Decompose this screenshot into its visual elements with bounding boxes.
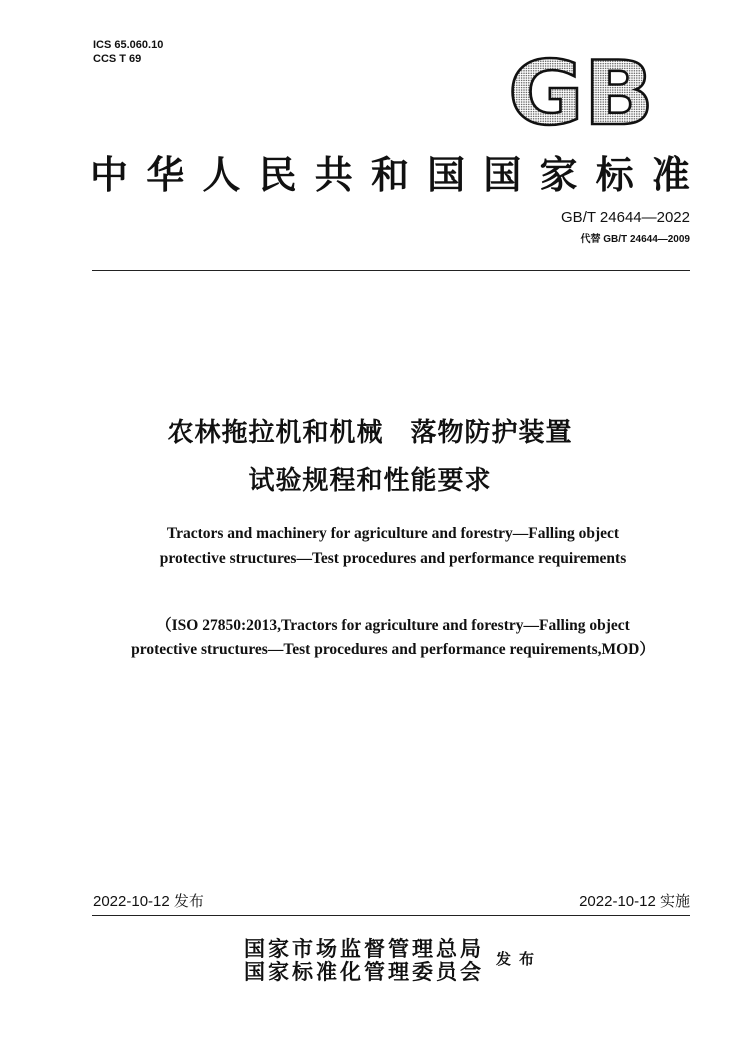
iso-reference-line2: protective structures—Test procedures and performance requirements,MOD） [131, 641, 655, 658]
bottom-divider [92, 915, 690, 916]
gb-logo-text: GB [508, 48, 654, 130]
ccs-code: CCS T 69 [93, 53, 142, 65]
top-divider [92, 270, 690, 271]
english-title-line1: Tractors and machinery for agriculture and forestry—Falling object [166, 525, 620, 542]
national-standard-title [90, 148, 690, 197]
title-char: 准 [651, 151, 690, 197]
publish-label: 发布 [496, 950, 543, 968]
title-char: 国 [427, 151, 466, 197]
gb-logo [506, 48, 656, 130]
chinese-title-line1: 农林拖拉机和机械 落物防护装置 [167, 418, 573, 448]
issuer-sac: 国家标准化管理委员会 [244, 959, 484, 984]
english-title-line2: protective structures—Test procedures and performance requirements [159, 550, 627, 567]
title-char: 家 [539, 151, 578, 197]
title-char: 共 [314, 151, 353, 197]
iso-reference-line1: （ISO 27850:2013,Tractors for agriculture and forestry—Falling object [156, 617, 630, 634]
chinese-title-line2: 试验规程和性能要求 [248, 466, 492, 496]
title-char: 中 [90, 151, 129, 197]
standard-number: GB/T 24644—2022 [561, 209, 690, 226]
title-char: 华 [146, 151, 185, 197]
ics-code: ICS 65.060.10 [93, 39, 164, 51]
implementation-date: 2022-10-12 实施 [579, 893, 690, 910]
title-char: 人 [202, 151, 241, 197]
title-char: 民 [258, 151, 297, 197]
title-char: 标 [595, 151, 634, 197]
title-char: 和 [370, 151, 409, 197]
replaces-note: 代替 GB/T 24644—2009 [580, 234, 690, 245]
issue-date: 2022-10-12 发布 [93, 893, 204, 910]
title-char: 国 [483, 151, 522, 197]
issuer-samr: 国家市场监督管理总局 [244, 936, 484, 961]
